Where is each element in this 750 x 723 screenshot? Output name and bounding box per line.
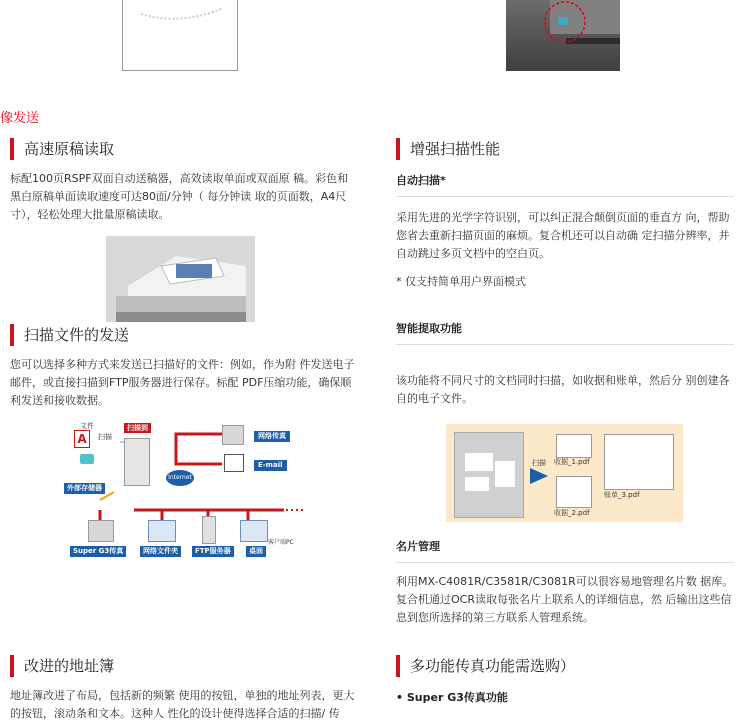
card-management-label: 名片管理 <box>396 540 440 553</box>
heading-enhanced-scan: 增强扫描性能 <box>396 138 500 160</box>
network-folder-pc-icon <box>148 520 176 542</box>
bill-3-filename: 账单_3.pdf <box>604 491 640 499</box>
desktop-pc-icon <box>240 520 268 542</box>
auto-scan-footnote: * 仅支持简单用户界面模式 <box>396 275 526 288</box>
client-pc-label: 客户端PC <box>268 539 294 546</box>
file-label: 文件 <box>80 422 94 430</box>
email-label: E-mail <box>254 460 287 471</box>
usb-storage-icon <box>80 454 94 464</box>
machine-detail-illustration <box>506 0 620 71</box>
multifunction-printer-icon <box>124 438 150 486</box>
smart-extract-figure <box>446 424 683 522</box>
scan-send-paragraph: 您可以选择多种方式来发送已扫描好的文件：例如，作为附 件发送电子邮件，或直接扫描到FTP服务器进行保存。标配 PDF压缩功能，确保顺利发送和接收数据。 <box>10 358 355 407</box>
divider-smart-extract <box>396 344 734 345</box>
receipt-2-on-glass <box>465 477 489 491</box>
paper-feed-illustration <box>123 0 239 71</box>
g3-fax-device-icon <box>88 520 114 542</box>
auto-scan-label: 自动扫描* <box>396 174 446 187</box>
external-storage-label: 外部存储器 <box>64 483 105 494</box>
internet-globe-icon: Internet <box>166 470 194 486</box>
super-g3-fax-label: Super G3传真 <box>70 546 126 557</box>
card-management-paragraph: 利用MX-C4081R/C3581R/C3081R可以很容易地管理名片数 据库。复合机通过OCR读取每张名片上联系人的详细信息，然 后输出这些信息到您所选择的第三方联系人管理系统。 <box>396 575 734 624</box>
document-icon: A <box>74 430 90 448</box>
ftp-server-icon <box>202 516 216 544</box>
receipt-2-filename: 收据_2.pdf <box>554 509 590 517</box>
figure-scan-label: 扫描 <box>532 459 546 467</box>
network-fax-device-icon <box>222 425 244 445</box>
heading-multifunction-fax: 多功能传真功能需选购） <box>396 655 575 677</box>
receipt-2-page <box>556 476 592 508</box>
heading-fast-original-reading: 高速原稿读取 <box>10 138 114 160</box>
receipt-on-glass <box>465 453 493 471</box>
smart-extract-label: 智能提取功能 <box>396 322 462 335</box>
top-left-photo <box>122 0 238 71</box>
heading-address-book: 改进的地址簿 <box>10 655 114 677</box>
email-envelope-icon <box>224 454 244 472</box>
heading-scan-send: 扫描文件的发送 <box>10 324 129 346</box>
network-folder-label: 网络文件夹 <box>140 546 181 557</box>
bill-3-page <box>604 434 674 490</box>
fast-reading-paragraph: 标配100页RSPF双面自动送稿器，高效读取单面或双面原 稿。彩色和黑白原稿单面读取速度可达80面/分钟（ 每分钟读 取的页面数，A4尺寸），轻松处理大批量原稿读取。 <box>10 172 349 221</box>
super-g3-fax-bullet: • Super G3传真功能 <box>396 691 508 704</box>
bill-on-glass <box>495 461 515 487</box>
copier-illustration <box>106 236 255 322</box>
receipt-1-page <box>556 434 592 458</box>
auto-scan-paragraph: 采用先进的光学字符识别，可以纠正混合颠倒页面的垂直方 向，帮助您省去重新扫描页面的麻烦。复合机还可以自动确 定扫描分辨率，并自动跳过多页文档中的空白页。 <box>396 211 730 260</box>
network-fax-label: 网络传真 <box>254 431 290 442</box>
top-right-photo <box>506 0 620 71</box>
arrow-right-icon <box>530 468 548 484</box>
desktop-label: 桌面 <box>246 546 266 557</box>
section-label: 像发送 <box>0 111 40 126</box>
scan-label: 扫描 <box>98 433 112 441</box>
scanner-glass-illustration <box>454 432 524 518</box>
ftp-server-label: FTP服务器 <box>192 546 234 557</box>
receipt-1-filename: 收据_1.pdf <box>554 458 590 466</box>
divider-auto-scan <box>396 196 734 197</box>
address-book-paragraph: 地址簿改进了布局，包括新的频繁 使用的按钮，单独的地址列表，更大的按钮，滚动条和文本。这种人 性化的设计使得选择合适的扫描/ 传 <box>10 689 355 720</box>
scan-distribution-diagram <box>64 420 314 560</box>
divider-card-management <box>396 562 734 563</box>
smart-extract-paragraph: 该功能将不同尺寸的文档同时扫描，如收据和账单，然后分 别创建各自的电子文件。 <box>396 374 730 405</box>
rspf-photo <box>106 236 255 322</box>
scan-to-badge: 扫描到 <box>124 423 151 433</box>
